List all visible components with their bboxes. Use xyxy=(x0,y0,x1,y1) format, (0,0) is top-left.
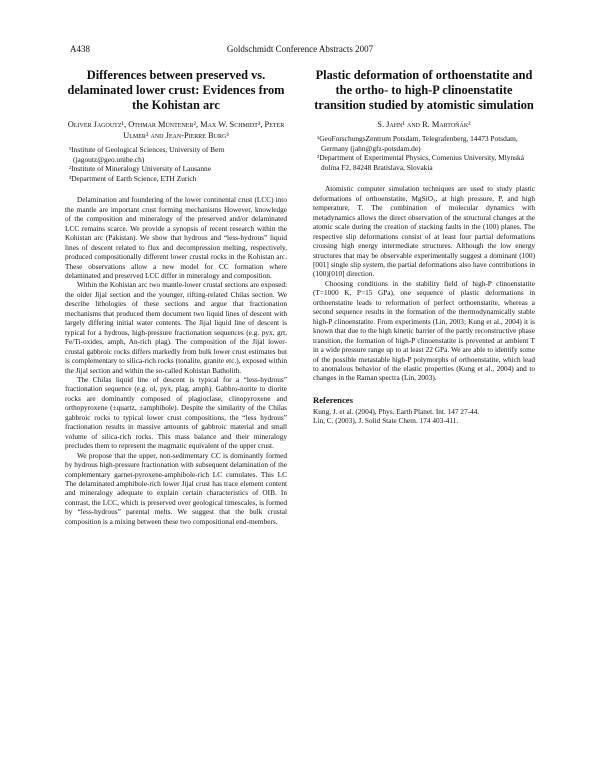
left-affiliation: ¹Institute of Geological Sciences, University of Bern (jagoutz@geo.unibe.ch) xyxy=(69,145,225,164)
right-body xyxy=(313,184,535,383)
left-affiliations xyxy=(65,145,287,183)
journal-header: Goldschmidt Conference Abstracts 2007 xyxy=(226,44,374,54)
right-affiliation: ²Department of Experimental Physics, Comenius University, Mlynská dolina F2, 84248 Bratislava, Slovakia xyxy=(317,153,524,172)
right-affiliations xyxy=(313,134,535,172)
right-affiliation: ¹GeoForschungsZentrum Potsdam, Telegrafenberg, 14473 Potsdam, Germany (jahn@gfz-potsdam.de) xyxy=(317,134,518,153)
left-affiliation: ³Department of Earth Science, ETH Zurich xyxy=(69,173,197,183)
reference-item: Lin, C. (2003), J. Solid State Chem. 174 403-411. xyxy=(313,416,459,426)
reference-item: Kung, J. et al. (2004), Phys. Earth Planet. Int. 147 27-44. xyxy=(313,406,480,416)
left-paragraph: Delamination and foundering of the lower continental crust (LCC) into the mantle are important crust forming mechanisms However, knowledge of the composition and mineralogy of the preserved and/or delaminated LCC remains scarce. We provide a synopsis of recent research within the Kohistan arc (Pakistan). We show that hydrous and “less-hydrous” liquid lines of descent related to flux and decompression melting, respectively, produced compositionally different lower crustal rocks in the Kohistan arc. These observations allow a new model for CC formation where delaminated and preserved LCC differ in mineralogy and composition. xyxy=(65,195,287,280)
left-body xyxy=(65,195,287,526)
left-paragraph: Within the Kohistan arc two mantle-lower crustal sections are exposed: the older Jijal section and the younger, rifting-related Chilas section. We describe lithologies of these sections and argue that fractionation mechanisms that produced them document two liquid lines of descent with largely differing initial water contents. The Jijal liquid line of descent is typical for a hydrous, high-pressure fractionation sequences (e.g. pyx, grt, Fe/Ti-oxides, amph, An-rich plag). The composition of the Jijal lower-crustal gabbroic rocks differs markedly from bulk lower crust estimates but is complementary to silica-rich rocks (tonalite, granite etc.), exposed within the Jijal section and within the so-called Kohistan Batholith. xyxy=(65,280,287,375)
left-authors: Oliver Jagoutz¹, Othmar Müntener², Max W. Schmidt³, Peter Ulmer³ and Jean-Pierre Burg³ xyxy=(67,120,285,140)
right-paragraph: Atomistic computer simulation techniques are used to study plastic deformations of orthoenstatite, MgSiO₃, at high pressure, P, and high temperature, T. The combination of molecular dynamics with metadynamics allows the direct observation of the structural changes at the atomic scale during the creation of stacking faults in the (100) planes. The respective slip deformations consist of at least four partial deformations crossing high energy intermediate structures. Although the low energy structures that may be observable experimentally suggest a dominant (100)[001] single slip system, the partial deformations also have contributions in (100)[010] direction. xyxy=(313,184,535,279)
right-abstract xyxy=(313,68,535,426)
page-number: A438 xyxy=(70,44,90,54)
right-paragraph: Choosing conditions in the stability field of high-P clinoenstatite (T=1000 K, P=15 GPa), one sequence of plastic deformations in orthoenstatite leads to reformation of perfect orthoenstatite, whereas a second sequence results in the formation of the thermodynamically stable high-P clinoenstatite. From experiments (Lin, 2003; Kung et al., 2004) it is known that due to the high kinetic barrier of the partly reconstructive phase transition, the formation of high-P clinoenstatite is prevented at ambient T in a wide pressure range up to at least 22 GPa. We are able to identify some of the possible metastable high-P polymorphs of orthoenstatite, which lead to anomalous behavior of the elastic properties (Kung et al., 2004) and to changes in the Raman spectra (Lin, 2003). xyxy=(313,278,535,383)
left-title: Differences between preserved vs. delaminated lower crust: Evidences from the Kohistan arc xyxy=(67,68,285,112)
references-heading: References xyxy=(313,394,353,405)
left-paragraph: The Chilas liquid line of descent is typical for a “less-hydrous” fractionation sequence (e.g. ol, pyx, plag, amph). Gabbro-norite to diorite rocks are dominantly composed of plagioclase, clinopyroxene and orthopyroxene (±quartz, ±amphibole). Despite the similarity of the Chilas gabbroic rocks to typical lower crust compositions, the “less hydrous” fractionation results in massive amounts of gabbroic material and small volume of silica-rich rocks. This mass balance and their mineralogy precludes them to represent the magmatic equivalent of the upper crust. xyxy=(65,374,287,451)
left-affiliation: ²Institute of Mineralogy University of Lausanne xyxy=(69,164,211,174)
left-abstract xyxy=(65,68,287,526)
left-paragraph: We propose that the upper, non-sedimentary CC is dominantly formed by hydrous high-pressure fractionation with subsequent delamination of the complementary garnet-pyroxene-amphibole-rich LC cumulates. This LC The delaminated amphibole-rich lower Jijal crust has trace element content and mineralogy adequate to explain certain characteristics of OIB. In contrast, the LCC, which is preserved over geological timescales, is formed by “less-hydrous” parental melts. We suggest that the bulk crustal composition is a mixing between these two compositional end-members. xyxy=(65,450,287,526)
right-authors: S. Jahn¹ and R. Martoňák² xyxy=(377,120,471,129)
right-title: Plastic deformation of orthoenstatite and the ortho- to high-P clinoenstatite transition studied by atomistic simulation xyxy=(314,68,534,112)
